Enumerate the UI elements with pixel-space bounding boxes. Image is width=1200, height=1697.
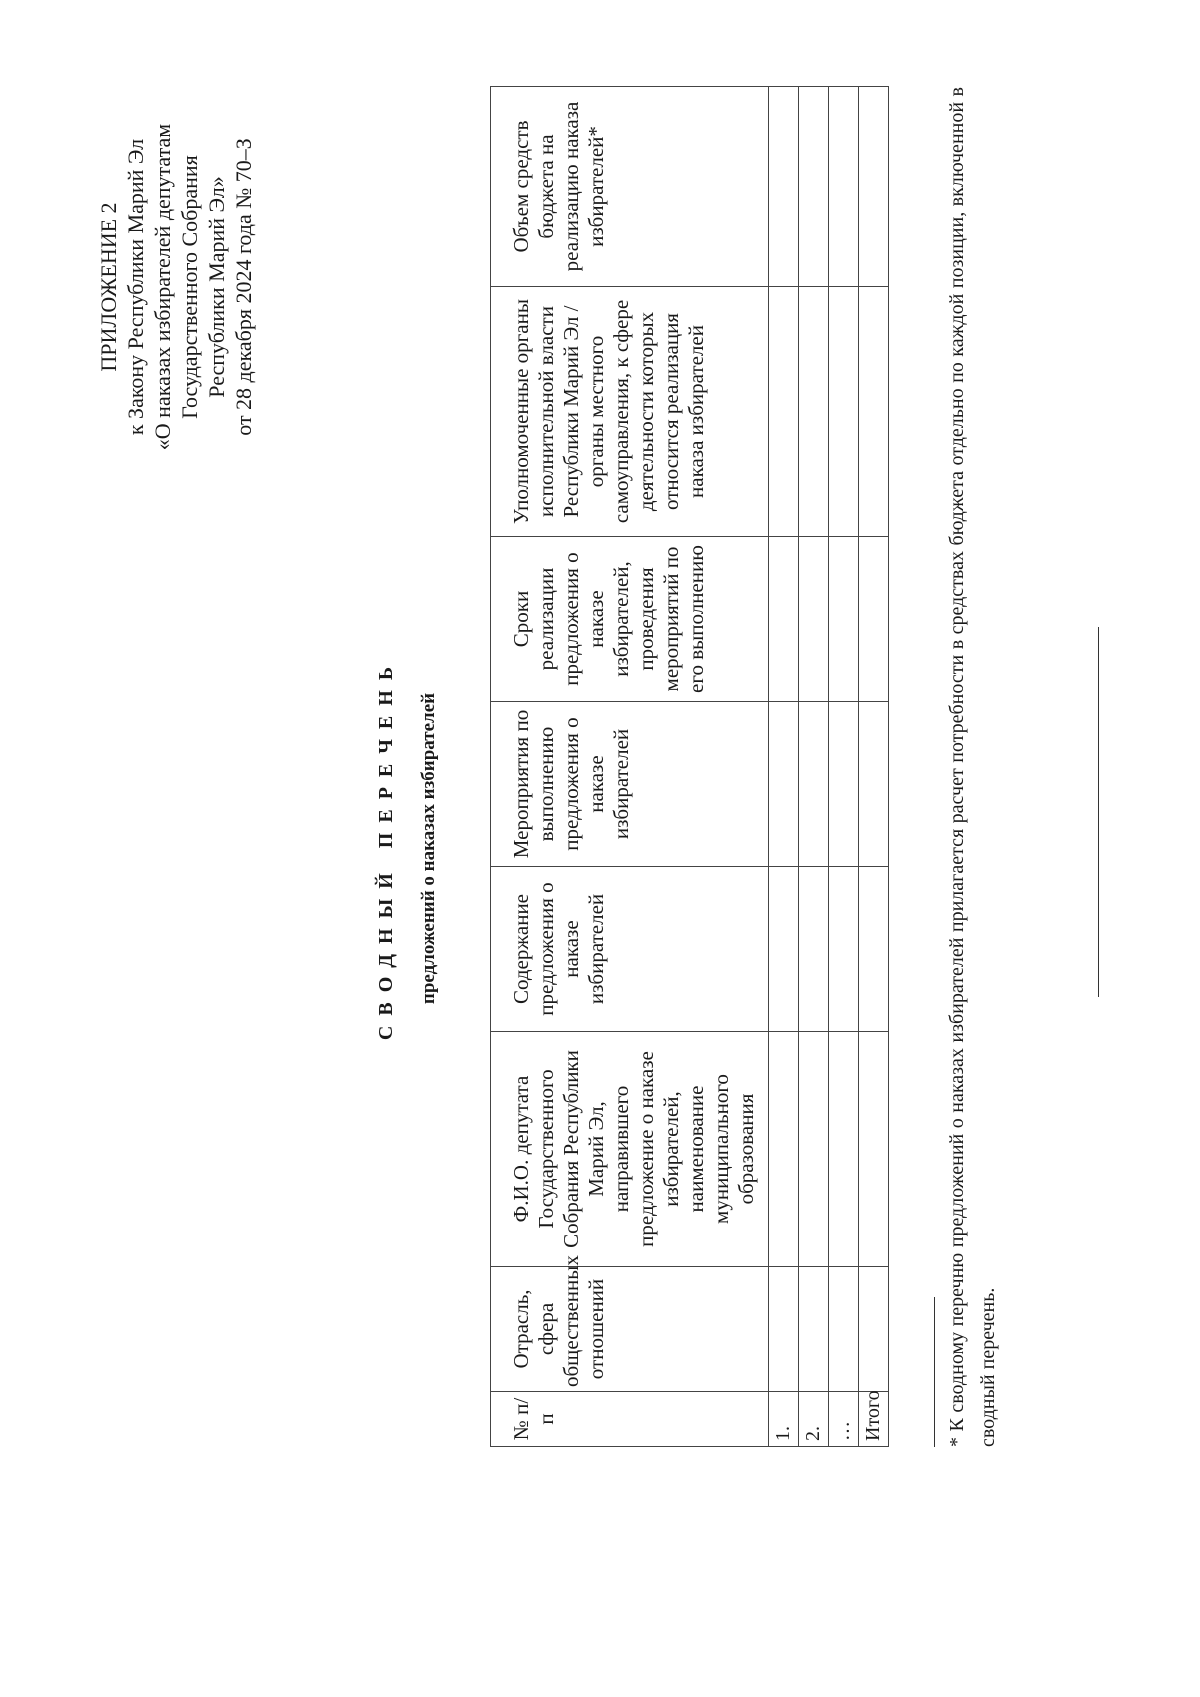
appendix-line: от 28 декабря 2024 года № 70–З <box>231 138 256 436</box>
header-cell-measures: Мероприятия по выполнению предложения о наказе избирателей <box>491 702 769 867</box>
appendix-header <box>95 57 257 517</box>
appendix-line: «О наказах избирателей депутатам <box>150 123 175 451</box>
header-cell-budget: Объем средств бюджета на реализацию наказа избирателей* <box>491 87 769 287</box>
footnote: * К сводному перечню предложений о наказах избирателей прилагается расчет потребности в средствах бюджета отдельно по каждой позиции, включенной в сводный перечень. <box>946 87 999 1447</box>
header-cell-content: Содержание предложения о наказе избирателей <box>491 867 769 1032</box>
appendix-line: ПРИЛОЖЕНИЕ 2 <box>96 202 121 372</box>
end-divider <box>1098 627 1099 997</box>
header-cell-authorities: Уполномоченные органы исполнительной власти Республики Марий Эл / органы местного самоуправления, к сфере деятельности которых относится реализация наказа избирателей <box>491 287 769 537</box>
total-label-cell: Итого <box>859 1392 889 1447</box>
table-row <box>799 87 829 1447</box>
row-number-cell: 1. <box>769 1392 799 1447</box>
header-cell-deputy: Ф.И.О. депутата Государственного Собрания Республики Марий Эл, направившего предложение о наказе избирателей, наименование муниципального образования <box>491 1032 769 1267</box>
table-row <box>829 87 859 1447</box>
summary-table <box>490 86 889 1447</box>
table-row <box>769 87 799 1447</box>
appendix-line: к Закону Республики Марий Эл <box>123 138 148 436</box>
table-row-total <box>859 87 889 1447</box>
appendix-line: Республики Марий Эл» <box>204 176 229 398</box>
document-subtitle: предложений о наказах избирателей <box>418 692 439 1005</box>
header-cell-terms: Сроки реализации предложения о наказе избирателей, проведения мероприятий по его выполнению <box>491 537 769 702</box>
row-number-cell: … <box>829 1392 859 1447</box>
appendix-line: Государственного Собрания <box>177 155 202 419</box>
header-cell-sector: Отрасль, сфера общественных отношений <box>491 1267 769 1392</box>
header-cell-number: № п/п <box>491 1392 769 1447</box>
document-title: СВОДНЫЙ ПЕРЕЧЕНЬ <box>375 656 397 1041</box>
row-number-cell: 2. <box>799 1392 829 1447</box>
footnote-divider <box>934 1297 935 1447</box>
